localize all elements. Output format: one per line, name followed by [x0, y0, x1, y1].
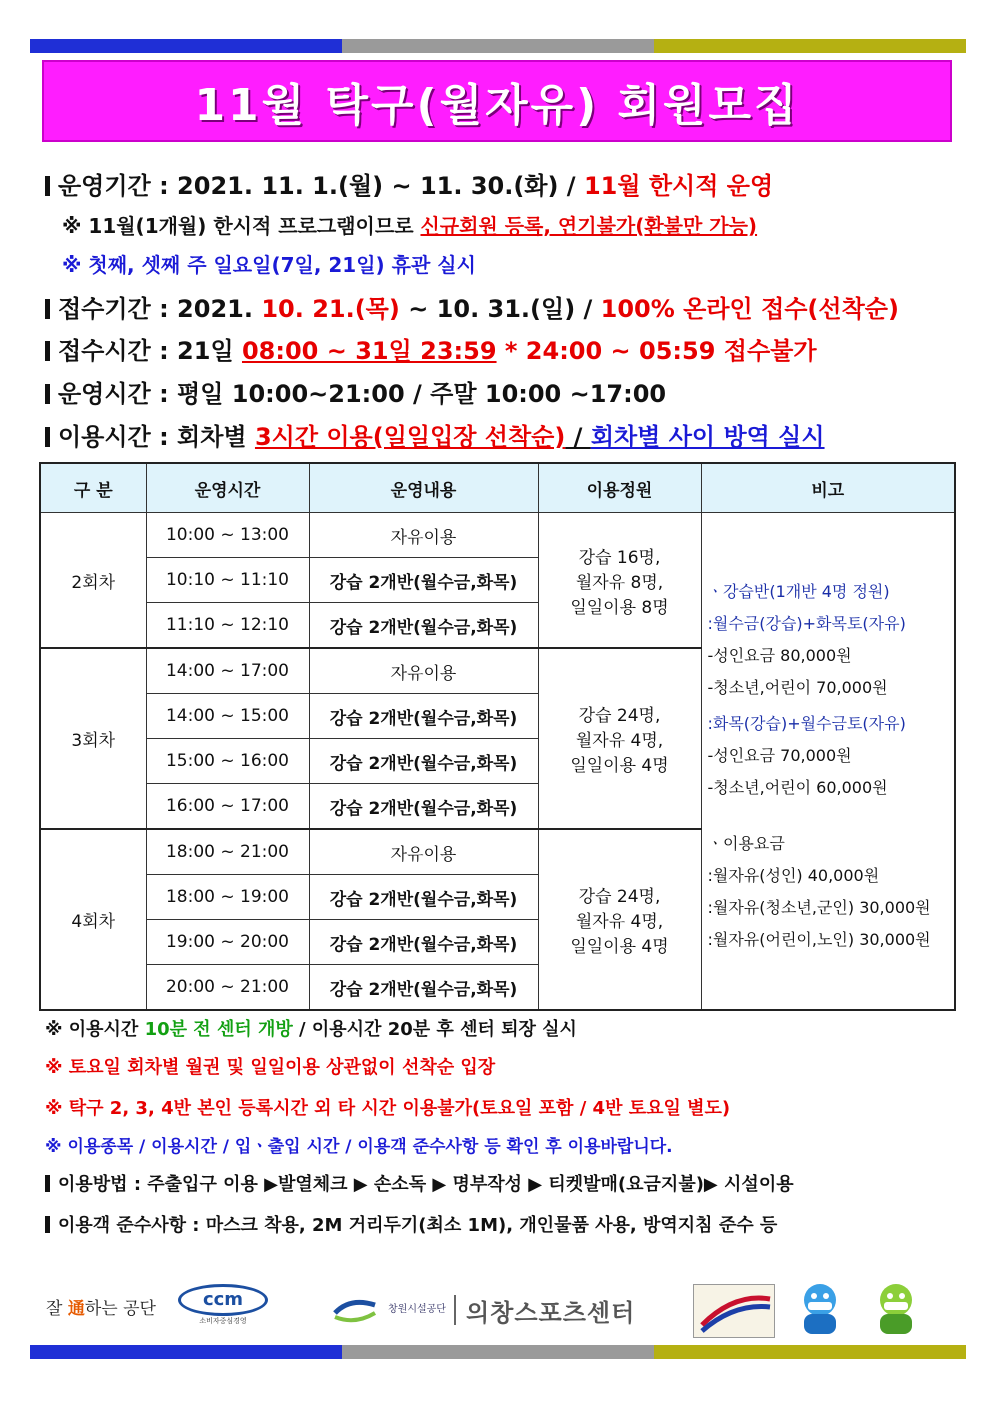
capacity-cell: 강습 24명, 월자유 4명, 일일이용 4명 — [538, 648, 701, 829]
cert-stripes-icon — [694, 1285, 774, 1337]
remarks-cell: ㆍ강습반(1개반 4명 정원) :월수금(강습)+화목토(자유) -성인요금 80,000원 -청소년,어린이 70,000원 :화목(강습)+월수금토(자유) -성인요금 70,000원 -청소년,어린이 60,000원 ㆍ이용요금 :월자유(성인) 40,000원 :월자유(청소년,군인) 30,000원 :월자유(어린이,노인) 30,000원 — [701, 513, 955, 1011]
time-cell: 19:00 ~ 20:00 — [146, 920, 309, 965]
time-cell: 14:00 ~ 15:00 — [146, 694, 309, 739]
mascot-blue-icon — [788, 1280, 852, 1338]
time-cell: 10:00 ~ 13:00 — [146, 513, 309, 558]
usage-method-line: 이용방법 : 주출입구 이용 ▶발열체크 ▶ 손소독 ▶ 명부작성 ▶ 티켓발매(요금지불)▶ 시설이용 — [45, 1170, 794, 1196]
col-header: 운영내용 — [309, 463, 538, 513]
compliance-line: 이용객 준수사항 : 마스크 착용, 2M 거리두기(최소 1M), 개인물품 사용, 방역지침 준수 등 — [45, 1211, 777, 1237]
content-cell: 자유이용 — [309, 829, 538, 875]
content-cell: 강습 2개반(월수금,화목) — [309, 558, 538, 603]
col-header: 이용정원 — [538, 463, 701, 513]
page-title: 11월 탁구(월자유) 회원모집 — [194, 80, 800, 131]
col-header: 비고 — [701, 463, 955, 513]
top-color-bar — [30, 39, 966, 53]
bottom-color-bar — [30, 1345, 966, 1359]
content-cell: 강습 2개반(월수금,화목) — [309, 603, 538, 649]
content-cell: 강습 2개반(월수금,화목) — [309, 965, 538, 1011]
col-header: 구 분 — [40, 463, 146, 513]
title-banner — [42, 60, 952, 142]
table-row — [40, 513, 955, 558]
bottom-note-4: ※ 이용종목 / 이용시간 / 입ㆍ출입 시간 / 이용객 준수사항 등 확인 후 이용바랍니다. — [45, 1137, 673, 1157]
time-cell: 14:00 ~ 17:00 — [146, 648, 309, 694]
period-line: 운영기간 : 2021. 11. 1.(월) ~ 11. 30.(화) / 11월 한시적 운영 — [45, 166, 773, 201]
operating-time-line: 운영시간 : 평일 10:00~21:00 / 주말 10:00 ~17:00 — [45, 374, 666, 409]
swoosh-icon — [330, 1295, 380, 1325]
time-cell: 20:00 ~ 21:00 — [146, 965, 309, 1011]
time-cell: 18:00 ~ 21:00 — [146, 829, 309, 875]
bottom-note-1: ※ 이용시간 10분 전 센터 개방 / 이용시간 20분 후 센터 퇴장 실시 — [45, 1019, 577, 1040]
reception-period-line: 접수기간 : 2021. 10. 21.(목) ~ 10. 31.(일) / 100% 온라인 접수(선착순) — [45, 289, 899, 324]
capacity-cell: 강습 24명, 월자유 4명, 일일이용 4명 — [538, 829, 701, 1010]
content-cell: 강습 2개반(월수금,화목) — [309, 784, 538, 830]
bullet-marker — [45, 176, 50, 196]
content-cell: 자유이용 — [309, 513, 538, 558]
col-header: 운영시간 — [146, 463, 309, 513]
mascot-green-icon — [864, 1280, 928, 1338]
time-cell: 10:10 ~ 11:10 — [146, 558, 309, 603]
session-name: 3회차 — [40, 648, 146, 829]
reception-time-line: 접수시간 : 21일 08:00 ~ 31일 23:59 * 24:00 ~ 05:59 접수불가 — [45, 331, 817, 366]
content-cell: 강습 2개반(월수금,화목) — [309, 739, 538, 784]
schedule-table — [39, 462, 956, 1011]
content-cell: 강습 2개반(월수금,화목) — [309, 875, 538, 920]
content-cell: 자유이용 — [309, 648, 538, 694]
time-cell: 11:10 ~ 12:10 — [146, 603, 309, 649]
note-line-1: ※ 11월(1개월) 한시적 프로그램이므로 신규회원 등록, 연기불가(환불만 가능) — [62, 214, 758, 238]
footer-logos — [30, 1278, 966, 1338]
table-header-row — [40, 463, 955, 513]
content-cell: 강습 2개반(월수금,화목) — [309, 694, 538, 739]
capacity-cell: 강습 16명, 월자유 8명, 일일이용 8명 — [538, 513, 701, 649]
session-name: 4회차 — [40, 829, 146, 1010]
usage-time-line: 이용시간 : 회차별 3시간 이용(일일입장 선착순) / 회차별 사이 방역 실시 — [45, 417, 825, 452]
time-cell: 16:00 ~ 17:00 — [146, 784, 309, 830]
content-cell: 강습 2개반(월수금,화목) — [309, 920, 538, 965]
certification-badge — [693, 1284, 775, 1338]
note-line-2: ※ 첫째, 셋째 주 일요일(7일, 21일) 휴관 실시 — [62, 253, 476, 277]
time-cell: 18:00 ~ 19:00 — [146, 875, 309, 920]
ccm-logo: ccm 소비자중심경영 — [178, 1284, 268, 1334]
slogan: 잘 通하는 공단 — [46, 1299, 156, 1319]
bottom-note-3: ※ 탁구 2, 3, 4반 본인 등록시간 외 타 시간 이용불가(토요일 포함 / 4반 토요일 별도) — [45, 1098, 731, 1119]
bottom-note-2: ※ 토요일 회차별 월권 및 일일이용 상관없이 선착순 입장 — [45, 1057, 496, 1078]
time-cell: 15:00 ~ 16:00 — [146, 739, 309, 784]
session-name: 2회차 — [40, 513, 146, 649]
sports-center-logo: 창원시설공단 의창스포츠센터 — [330, 1290, 660, 1330]
